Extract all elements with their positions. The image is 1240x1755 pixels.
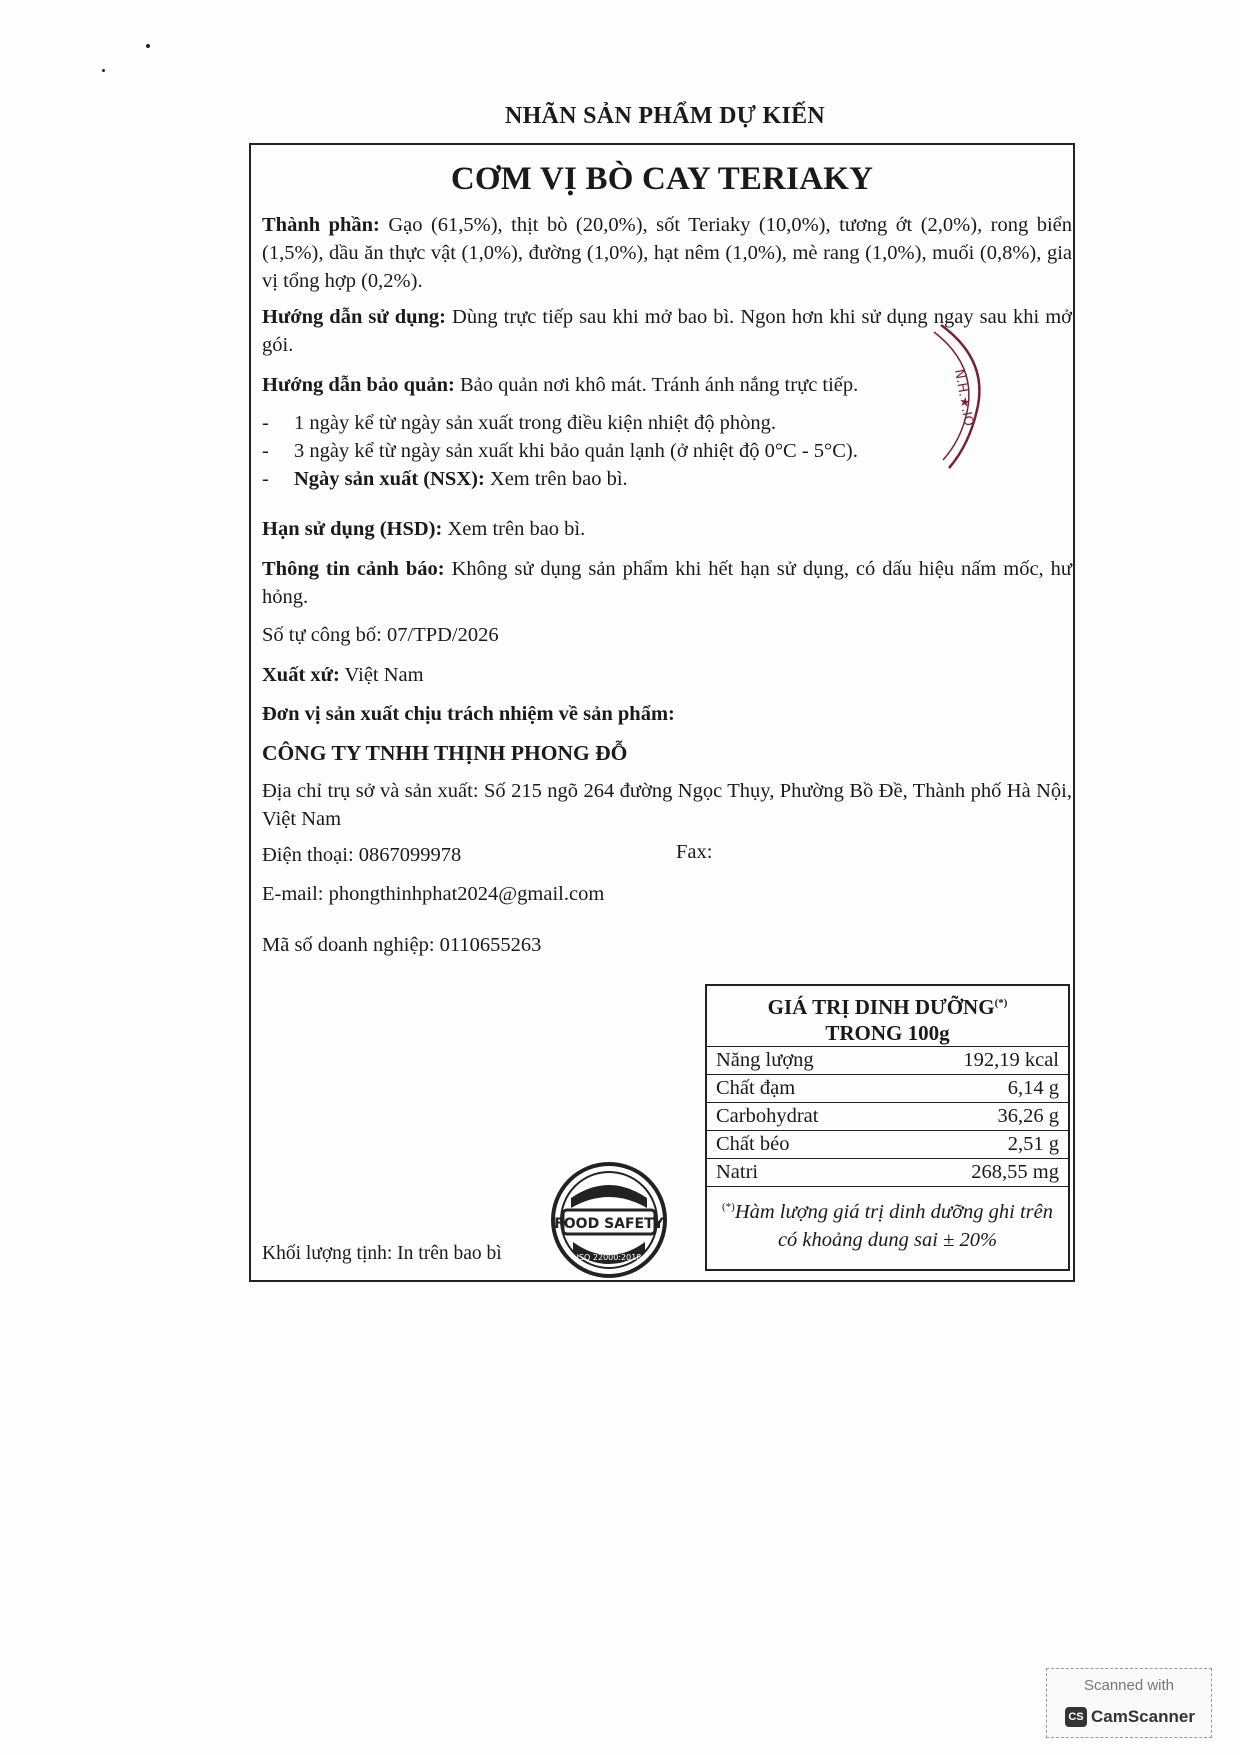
nutrient-name: Carbohydrat [716,1105,819,1127]
nutrient-value: 268,55 mg [971,1161,1059,1183]
email: E-mail: phongthinhphat2024@gmail.com [262,883,605,905]
producer-heading: Đơn vị sản xuất chịu trách nhiệm về sản phẩm: [262,703,675,725]
origin [262,661,1072,689]
seal-stamp [929,320,999,470]
nutrient-value: 2,51 g [1007,1133,1059,1155]
table-row [707,1131,1068,1159]
nutrient-name: Chất béo [716,1133,790,1155]
page-heading: NHÃN SẢN PHẨM DỰ KIẾN [504,103,826,129]
nutrition-note-mark: (*) [722,1201,735,1213]
logo-text: FOOD SAFETY [554,1216,664,1232]
ingredients [262,211,1072,295]
storage-text: Bảo quản nơi khô mát. Tránh ánh nắng trực tiếp. [454,374,859,396]
nutrient-name: Năng lượng [716,1049,814,1071]
address: Địa chỉ trụ sở và sản xuất: Số 215 ngõ 264 đường Ngọc Thụy, Phường Bồ Đề, Thành phố Hà Nội, Việt Nam [262,780,1072,830]
nutrient-name: Natri [716,1161,759,1183]
phone: Điện thoại: 0867099978 [262,844,462,866]
nutrition-title-mark: (*) [994,997,1008,1009]
storage-bullet-1: 1 ngày kể từ ngày sản xuất trong điều kiện nhiệt độ phòng. [294,412,776,434]
table-row [707,1075,1068,1103]
camscanner-caption: Scanned with [1083,1677,1175,1694]
camscanner-watermark [1046,1668,1212,1738]
list-item: - 3 ngày kể từ ngày sản xuất khi bảo quản lạnh (ở nhiệt độ 0°C - 5°C). [262,440,858,462]
usage-label: Hướng dẫn sử dụng: [262,306,446,328]
business-code: Mã số doanh nghiệp: 0110655263 [262,934,542,956]
camscanner-icon: CS [1065,1707,1087,1727]
scan-speck [146,44,150,48]
production-date-text: Xem trên bao bì. [484,468,628,490]
warning-text: Không sử dụng sản phẩm khi hết hạn sử dụng, có dấu hiệu nấm mốc, hư hỏng. [262,558,1072,608]
nutrition-note-text: Hàm lượng giá trị dinh dưỡng ghi trên có khoảng dung sai ± 20% [734,1200,1053,1251]
company-name: CÔNG TY TNHH THỊNH PHONG ĐỖ [262,741,628,765]
list-item: - Ngày sản xuất (NSX): Xem trên bao bì. [262,468,628,490]
origin-text: Việt Nam [339,664,424,686]
storage-bullet-2: 3 ngày kể từ ngày sản xuất khi bảo quản lạnh (ở nhiệt độ 0°C - 5°C). [294,440,858,462]
table-row [707,1047,1068,1075]
nutrition-title-line1: GIÁ TRỊ DINH DƯỠNG [767,995,995,1019]
storage-label: Hướng dẫn bảo quản: [262,374,455,396]
product-title: CƠM VỊ BÒ CAY TERIAKY [450,161,874,197]
product-label [249,143,1075,1282]
expiry-text: Xem trên bao bì. [442,518,586,540]
stamp-text: N.H.★.IO [951,368,976,428]
fax: Fax: [676,841,713,863]
net-weight: Khối lượng tịnh: In trên bao bì [262,1243,502,1264]
nutrient-value: 36,26 g [997,1105,1059,1127]
nutrition-title [707,986,1068,1047]
list-item: - 1 ngày kể từ ngày sản xuất trong điều kiện nhiệt độ phòng. [262,412,776,434]
ingredients-label: Thành phần: [262,214,380,236]
nutrient-value: 192,19 kcal [963,1049,1059,1071]
nutrition-title-line2: TRONG 100g [825,1021,950,1045]
food-safety-logo [549,1160,669,1280]
ingredients-text: Gạo (61,5%), thịt bò (20,0%), sốt Teriaky (10,0%), tương ớt (2,0%), rong biển (1,5%), dầu ăn thực vật (1,0%), đường (1,0%), hạt nêm (1,0%), mè rang (1,0%), muối (0,8%), gia vị tổng hợp (0,2%). [262,214,1072,292]
nutrition-table [705,984,1070,1271]
nutrition-note [707,1187,1068,1254]
usage-text: Dùng trực tiếp sau khi mở bao bì. Ngon hơn khi sử dụng ngay sau khi mở gói. [262,306,1072,356]
expiry-label: Hạn sử dụng (HSD): [262,518,443,540]
origin-label: Xuất xứ: [262,664,340,686]
table-row [707,1159,1068,1187]
camscanner-name: CamScanner [1091,1707,1195,1726]
declaration-number: Số tự công bố: 07/TPD/2026 [262,624,499,646]
production-date-label: Ngày sản xuất (NSX): [294,468,485,490]
nutrient-value: 6,14 g [1007,1077,1059,1099]
scan-speck [102,69,105,72]
table-row [707,1103,1068,1131]
warning-label: Thông tin cảnh báo: [262,558,445,580]
expiry [262,515,1072,543]
nutrient-name: Chất đạm [716,1077,796,1099]
logo-subtext: ISO 22000:2018 [576,1253,642,1262]
warning [262,555,1072,611]
